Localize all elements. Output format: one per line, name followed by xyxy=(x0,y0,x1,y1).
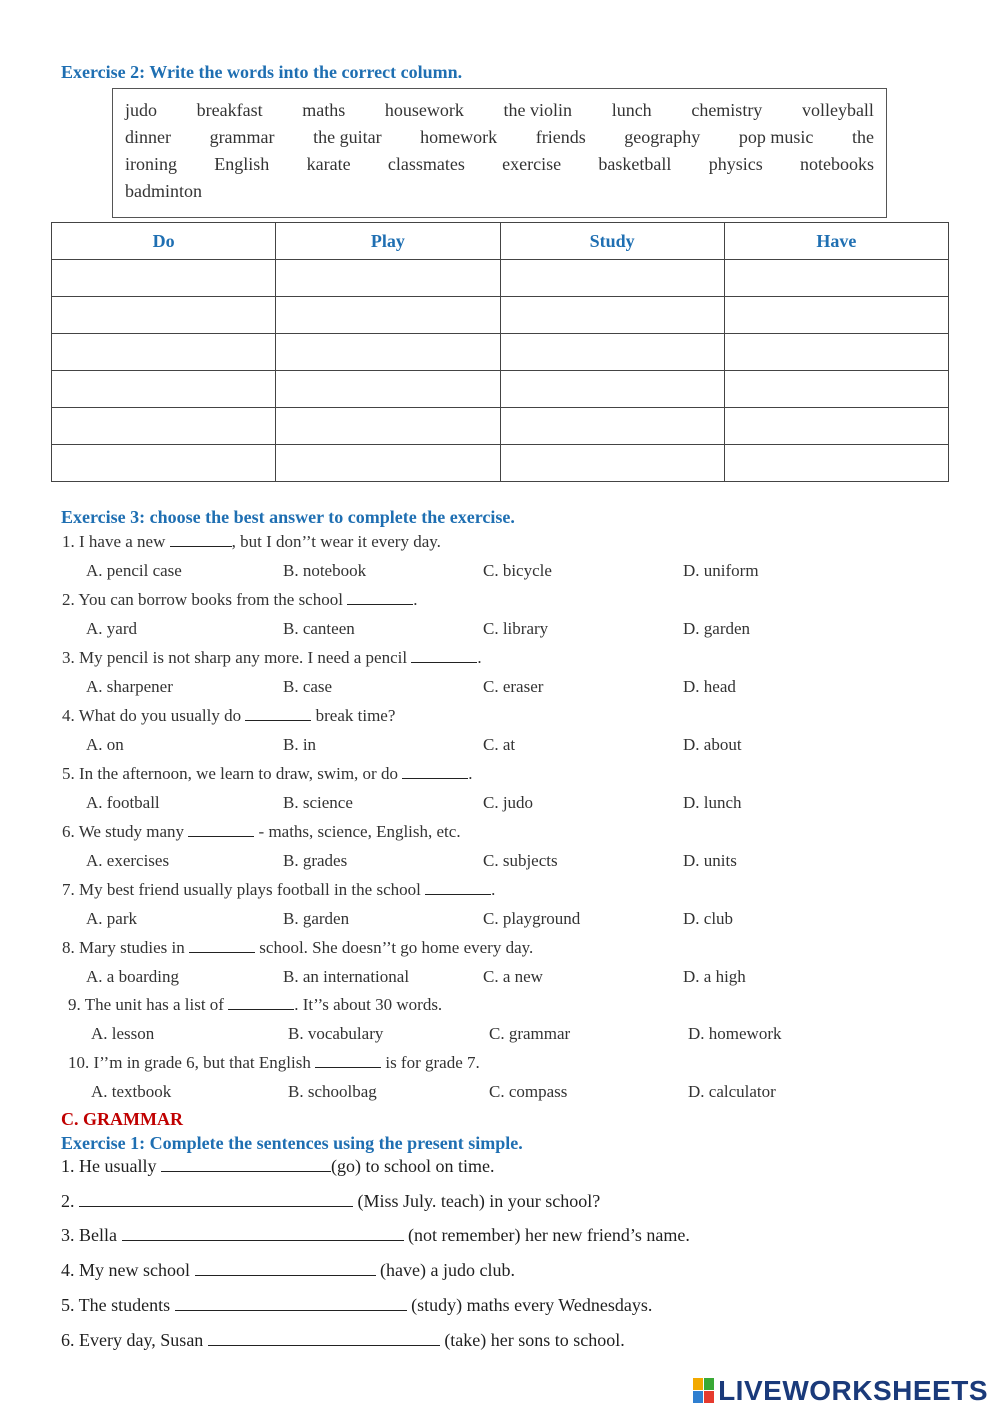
word: pop music xyxy=(738,127,814,147)
exercise-2-title: Exercise 2: Write the words into the correct column. xyxy=(61,62,463,82)
answer-cell[interactable] xyxy=(276,260,500,297)
grammar-sentence-4: 4. My new school (have) a judo club. xyxy=(61,1260,515,1280)
word: housework xyxy=(384,100,464,120)
answer-blank[interactable] xyxy=(195,1261,376,1276)
option-a[interactable]: A. pencil case xyxy=(86,561,182,580)
answer-cell[interactable] xyxy=(52,408,276,445)
grammar-exercise-1-title: Exercise 1: Complete the sentences using the present simple. xyxy=(61,1133,523,1153)
word: geography xyxy=(624,127,701,147)
table-row xyxy=(52,445,949,482)
answer-blank[interactable] xyxy=(315,1053,381,1068)
answer-blank[interactable] xyxy=(208,1331,440,1346)
answer-cell[interactable] xyxy=(276,334,500,371)
option-c[interactable]: C. bicycle xyxy=(483,561,552,580)
answer-blank[interactable] xyxy=(228,995,294,1010)
answer-cell[interactable] xyxy=(276,408,500,445)
option-a[interactable]: A. a boarding xyxy=(86,967,180,986)
option-d[interactable]: D. garden xyxy=(683,619,751,638)
grammar-sentence-2: 2. (Miss July. teach) in your school? xyxy=(61,1191,601,1211)
answer-blank[interactable] xyxy=(122,1226,404,1241)
option-b[interactable]: B. an international xyxy=(283,967,410,986)
question-3: 3. My pencil is not sharp any more. I need a pencil . xyxy=(62,648,482,667)
liveworksheets-logo-icon xyxy=(693,1378,715,1404)
word: ironing xyxy=(125,154,177,174)
option-b[interactable]: B. canteen xyxy=(283,619,355,638)
word: badminton xyxy=(125,181,202,201)
word: friends xyxy=(535,127,586,147)
table-row xyxy=(52,334,949,371)
option-d[interactable]: D. uniform xyxy=(683,561,759,580)
word-line-3 xyxy=(125,151,874,178)
word: volleyball xyxy=(801,100,874,120)
liveworksheets-logo-text: LIVEWORKSHEETS xyxy=(718,1375,988,1406)
grammar-sentence-1: 1. He usually (go) to school on time. xyxy=(61,1156,495,1176)
question-2: 2. You can borrow books from the school . xyxy=(62,590,418,609)
liveworksheets-logo xyxy=(693,1376,988,1406)
answer-cell[interactable] xyxy=(276,371,500,408)
word: lunch xyxy=(611,100,652,120)
answer-cell[interactable] xyxy=(52,334,276,371)
answer-cell[interactable] xyxy=(276,297,500,334)
option-a[interactable]: A. sharpener xyxy=(86,677,173,696)
word-line-2 xyxy=(125,124,874,151)
answer-blank[interactable] xyxy=(161,1157,331,1172)
answer-blank[interactable] xyxy=(425,880,491,895)
option-b[interactable]: B. vocabulary xyxy=(288,1024,384,1043)
option-c[interactable]: C. eraser xyxy=(483,677,544,696)
word: grammar xyxy=(209,127,275,147)
answer-cell[interactable] xyxy=(52,297,276,334)
word-line-1 xyxy=(125,97,874,124)
question-5: 5. In the afternoon, we learn to draw, swim, or do . xyxy=(62,764,473,783)
word: classmates xyxy=(387,154,465,174)
word: notebooks xyxy=(800,154,874,174)
option-b[interactable]: B. case xyxy=(283,677,333,696)
word: chemistry xyxy=(691,100,763,120)
option-d[interactable]: D. units xyxy=(683,851,737,870)
word: maths xyxy=(302,100,346,120)
word: judo xyxy=(125,100,158,120)
column-header-study: Study xyxy=(500,223,724,260)
option-a[interactable]: A. yard xyxy=(86,619,137,638)
option-d[interactable]: D. a high xyxy=(683,967,746,986)
answer-cell[interactable] xyxy=(724,371,948,408)
option-c[interactable]: C. library xyxy=(483,619,549,638)
answer-blank[interactable] xyxy=(79,1192,353,1207)
word: karate xyxy=(306,154,351,174)
answer-cell[interactable] xyxy=(724,260,948,297)
answer-cell[interactable] xyxy=(52,371,276,408)
option-c[interactable]: C. grammar xyxy=(489,1024,571,1043)
answer-cell[interactable] xyxy=(276,445,500,482)
option-d[interactable]: D. calculator xyxy=(688,1082,776,1101)
answer-blank[interactable] xyxy=(189,938,255,953)
answer-blank[interactable] xyxy=(411,648,477,663)
grammar-sentence-5: 5. The students (study) maths every Wednesdays. xyxy=(61,1295,653,1315)
word: basketball xyxy=(598,154,672,174)
option-c[interactable]: C. subjects xyxy=(483,851,558,870)
option-d[interactable]: D. homework xyxy=(688,1024,782,1043)
answer-blank[interactable] xyxy=(175,1296,407,1311)
option-c[interactable]: C. playground xyxy=(483,909,581,928)
answer-cell[interactable] xyxy=(724,297,948,334)
table-row xyxy=(52,408,949,445)
option-b[interactable]: B. in xyxy=(283,735,317,754)
column-header-play: Play xyxy=(276,223,500,260)
word-bank xyxy=(112,88,887,218)
question-7: 7. My best friend usually plays football in the school . xyxy=(62,880,496,899)
answer-blank[interactable] xyxy=(402,764,468,779)
question-1: 1. I have a new , but I don’’t wear it every day. xyxy=(62,532,441,551)
option-c[interactable]: C. at xyxy=(483,735,516,754)
answer-cell[interactable] xyxy=(52,260,276,297)
option-a[interactable]: A. on xyxy=(86,735,124,754)
exercise-3-title: Exercise 3: choose the best answer to complete the exercise. xyxy=(61,507,515,527)
word: the violin xyxy=(503,100,573,120)
word: exercise xyxy=(502,154,562,174)
word: physics xyxy=(708,154,763,174)
option-a[interactable]: A. exercises xyxy=(86,851,170,870)
option-d[interactable]: D. club xyxy=(683,909,734,928)
option-d[interactable]: D. about xyxy=(683,735,742,754)
table-row xyxy=(52,260,949,297)
answer-cell[interactable] xyxy=(500,408,724,445)
word-columns-table xyxy=(51,222,949,482)
table-row xyxy=(52,371,949,408)
answer-cell[interactable] xyxy=(500,297,724,334)
answer-cell[interactable] xyxy=(724,445,948,482)
option-b[interactable]: B. science xyxy=(283,793,353,812)
option-a[interactable]: A. textbook xyxy=(91,1082,172,1101)
answer-cell[interactable] xyxy=(500,260,724,297)
option-b[interactable]: B. grades xyxy=(283,851,348,870)
answer-cell[interactable] xyxy=(500,445,724,482)
word: English xyxy=(214,154,270,174)
question-10: 10. I’’m in grade 6, but that English is for grade 7. xyxy=(68,1053,480,1072)
option-a[interactable]: A. football xyxy=(86,793,160,812)
table-row xyxy=(52,297,949,334)
option-c[interactable]: C. judo xyxy=(483,793,534,812)
option-c[interactable]: C. compass xyxy=(489,1082,568,1101)
option-b[interactable]: B. schoolbag xyxy=(288,1082,377,1101)
word: homework xyxy=(420,127,498,147)
column-header-do: Do xyxy=(52,223,276,260)
answer-cell[interactable] xyxy=(724,334,948,371)
word-line-4 xyxy=(125,178,874,205)
grammar-sentence-3: 3. Bella (not remember) her new friend’s name. xyxy=(61,1225,690,1245)
option-b[interactable]: B. notebook xyxy=(283,561,367,580)
question-9: 9. The unit has a list of . It’’s about 30 words. xyxy=(68,995,443,1014)
option-a[interactable]: A. park xyxy=(86,909,137,928)
question-8: 8. Mary studies in school. She doesn’’t go home every day. xyxy=(62,938,534,957)
option-d[interactable]: D. head xyxy=(683,677,736,696)
answer-cell[interactable] xyxy=(500,371,724,408)
answer-blank[interactable] xyxy=(245,706,311,721)
column-header-have: Have xyxy=(724,223,948,260)
option-a[interactable]: A. lesson xyxy=(91,1024,155,1043)
option-b[interactable]: B. garden xyxy=(283,909,350,928)
answer-cell[interactable] xyxy=(500,334,724,371)
answer-cell[interactable] xyxy=(724,408,948,445)
answer-blank[interactable] xyxy=(347,590,413,605)
option-d[interactable]: D. lunch xyxy=(683,793,742,812)
word: dinner xyxy=(125,127,171,147)
section-title-grammar: C. GRAMMAR xyxy=(61,1109,183,1129)
grammar-sentence-6: 6. Every day, Susan (take) her sons to school. xyxy=(61,1330,625,1350)
word: the xyxy=(851,127,874,147)
answer-cell[interactable] xyxy=(52,445,276,482)
option-c[interactable]: C. a new xyxy=(483,967,543,986)
answer-blank[interactable] xyxy=(188,822,254,837)
word: the guitar xyxy=(313,127,382,147)
answer-blank[interactable] xyxy=(170,532,232,547)
question-6: 6. We study many - maths, science, English, etc. xyxy=(62,822,461,841)
word: breakfast xyxy=(196,100,263,120)
question-4: 4. What do you usually do break time? xyxy=(62,706,396,725)
